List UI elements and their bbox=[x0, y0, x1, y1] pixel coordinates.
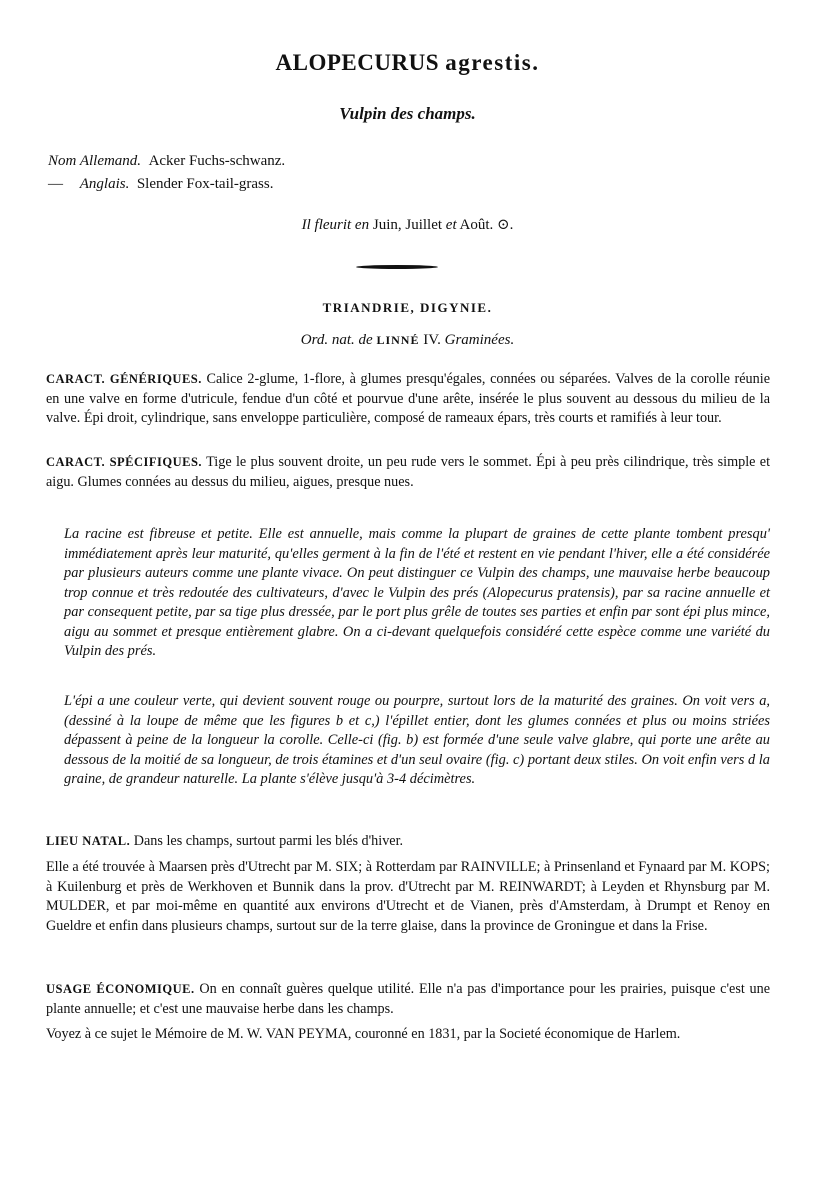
description-text-1: La racine est fibreuse et petite. Elle est annuelle, mais comme la plupart de graines de cette plante tombent presqu' immédiatement après leur maturité, qu'elles germent à la fin de l'été et restent en vie pendant l'hiver, elle a été considérée par plusieurs auteurs comme une plante vivace. On peut distinguer ce Vulpin des champs, une mauvaise herbe beaucoup trop connue et très redoutée des cultivateurs, d'avec le Vulpin des prés (Alopecurus pratensis), par sa racine annuelle et par consequent petite, par sa tige plus dressée, par le port plus grêle de toutes ses parties et enfin par sont épi plus mince, aigu au sommet et presque entièrement glabre. On a ci-devant quelquefois considéré cette espèce comme une variété du Vulpin des prés. bbox=[64, 526, 770, 659]
german-label: Nom Allemand. bbox=[48, 153, 142, 169]
generic-characters bbox=[46, 370, 770, 429]
annual-symbol: ⊙. bbox=[497, 217, 514, 233]
order-number: IV. bbox=[423, 332, 441, 348]
order-prefix: Ord. nat. de bbox=[300, 332, 373, 348]
linnaean-class: TRIANDRIE, DIGYNIE. bbox=[322, 300, 493, 315]
flowering-joiner: et bbox=[445, 217, 457, 233]
generic-label: CARACT. GÉNÉRIQUES. bbox=[46, 372, 202, 386]
order-family: Graminées. bbox=[444, 332, 515, 348]
german-name: Acker Fuchs-schwanz. bbox=[148, 153, 286, 169]
german-name-row bbox=[48, 150, 285, 173]
flowering-last: Août. bbox=[459, 217, 494, 233]
description-text-2: L'épi a une couleur verte, qui devient souvent rouge ou pourpre, surtout lors de la maturité des graines. On voit vers a, (dessiné à la loupe de même que les figures b et c,) l'épillet entier, dont les glumes connées et plus ou moins striées dépassent à peine de la longueur la corolle. Celle-ci (fig. b) est formée d'une seule valve glabre, qui porte une arête au dessous de la moitié de sa longueur, de trois étamines et d'un seul ovaire (fig. c) portant deux stiles. On voit enfin vers d la graine, de grandeur naturelle. La plante s'élève jusqu'à 3-4 décimètres. bbox=[64, 693, 770, 787]
page-title bbox=[0, 50, 815, 76]
description-paragraph-1 bbox=[64, 525, 770, 662]
vernacular-names bbox=[48, 150, 285, 196]
flowering-prefix: Il fleurit en bbox=[301, 217, 370, 233]
generic-text: Calice 2-glume, 1-flore, à glumes presqu'égales, connées ou séparées. Valves de la corolle réunie en une valve en forme d'utricule, fendue d'un côté et pourvue d'une arête, insérée le plus souvent au dessous du milieu de la valve. Épi droit, cylindrique, sans enveloppe particulière, composé de rameaux épars, très courts et ramifiés à leur tour. bbox=[46, 371, 770, 426]
reference-text: Voyez à ce sujet le Mémoire de M. W. VAN PEYMA, couronné en 1831, par la Societé économique de Harlem. bbox=[46, 1026, 681, 1042]
english-name: Slender Fox-tail-grass. bbox=[136, 176, 274, 192]
usage-label: USAGE ÉCONOMIQUE. bbox=[46, 982, 195, 996]
flowering-months: Juin, Juillet bbox=[372, 217, 443, 233]
ornamental-rule bbox=[356, 265, 438, 269]
reference bbox=[46, 1025, 770, 1045]
natural-order bbox=[0, 332, 815, 349]
specific-label: CARACT. SPÉCIFIQUES. bbox=[46, 455, 203, 469]
ditto-dash: — bbox=[48, 176, 63, 192]
specific-characters bbox=[46, 453, 770, 492]
description-paragraph-2 bbox=[64, 692, 770, 790]
habitat bbox=[46, 832, 770, 852]
habitat-label: LIEU NATAL. bbox=[46, 834, 131, 848]
english-label: Anglais. bbox=[79, 176, 130, 192]
usage-text: On en connaît guères quelque utilité. Elle n'a pas d'importance pour les prairies, puisque c'est une plante annuelle; et c'est une mauvaise herbe dans les champs. bbox=[46, 981, 771, 1017]
order-author: LINNÉ bbox=[376, 333, 420, 347]
common-name: Vulpin des champs. bbox=[339, 104, 476, 123]
habitat-text: Dans les champs, surtout parmi les blés d'hiver. bbox=[133, 833, 404, 849]
flowering-line bbox=[0, 215, 815, 234]
title-genus: ALOPECURUS bbox=[275, 50, 439, 75]
localities-text: Elle a été trouvée à Maarsen près d'Utrecht par M. SIX; à Rotterdam par RAINVILLE; à Prinsenland et Fynaard par M. KOPS; à Kuilenburg et près de Werkhoven et Bunnik dans la prov. d'Utrecht par M. REINWARDT; à Leyden et Rhynsburg par M. MULDER, et par moi-même en quantité aux environs d'Utrecht et de Vianen, près d'Amsterdam, à Drumpt et Renoy en Gueldre et enfin dans plusieurs champs, surtout sur de la terre glaise, dans la province de Groningue et dans la Frise. bbox=[46, 859, 770, 934]
specific-text: Tige le plus souvent droite, un peu rude vers le sommet. Épi à peu près cilindrique, très simple et aigu. Glumes connées au dessus du milieu, aigues, presque nues. bbox=[46, 454, 771, 490]
localities bbox=[46, 858, 770, 936]
title-species: agrestis. bbox=[445, 50, 540, 75]
english-name-row bbox=[48, 173, 285, 196]
economic-use bbox=[46, 980, 770, 1019]
